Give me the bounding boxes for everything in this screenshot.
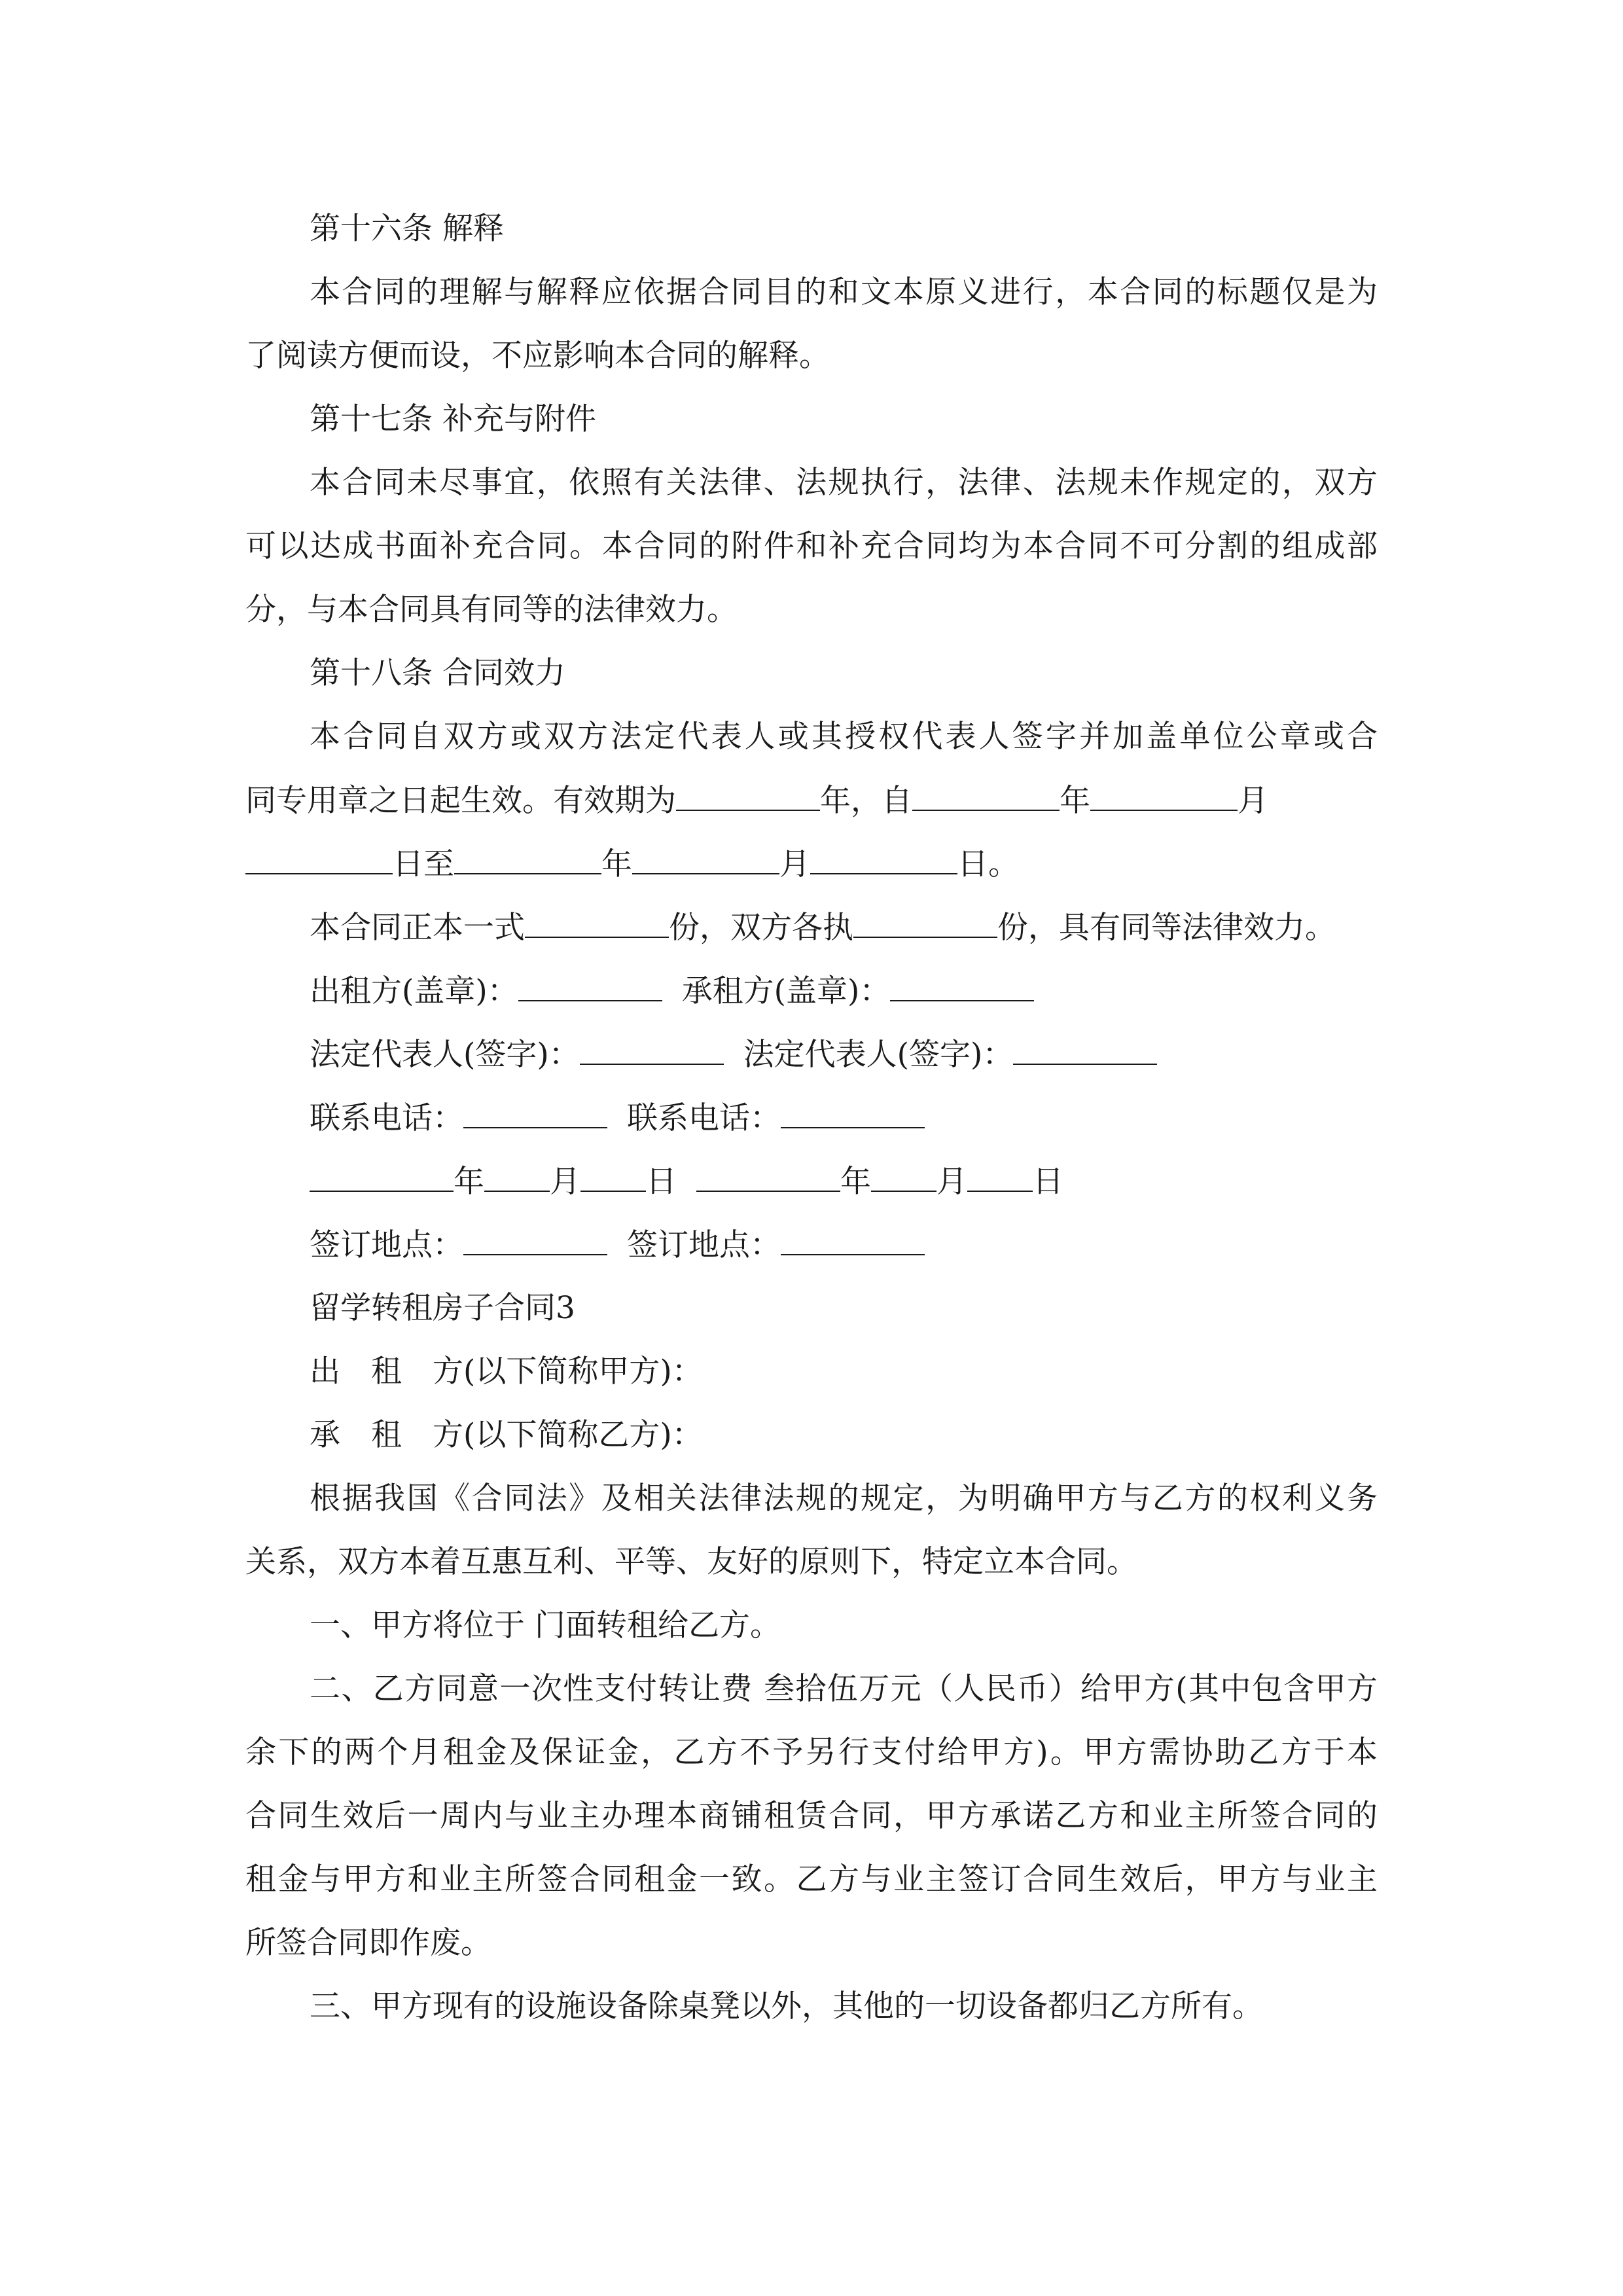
copies-total-blank [525,908,669,938]
validity-text: 年，自 [820,783,912,819]
lessee-phone-blank [781,1098,925,1128]
clause-2-line: 合同生效后一周内与业主办理本商铺租赁合同，甲方承诺乙方和业主所签合同的 [245,1798,1378,1834]
clause-2-line: 二、乙方同意一次性支付转让费 叁拾伍万元（人民币）给甲方(其中包含甲方 [310,1671,1378,1707]
clause-3: 三、甲方现有的设施设备除桌凳以外，其他的一切设备都归乙方所有。 [310,1988,1263,2024]
validity-text: 同专用章之日起生效。有效期为 [245,783,676,819]
article-16-title: 第十六条 解释 [310,211,504,247]
lessor-rep-blank [580,1035,724,1065]
lessee-seal-label: 承租方(盖章)： [681,973,891,1009]
date-day-label: 日 [646,1164,677,1200]
lessor-place-label: 签订地点： [310,1227,463,1263]
copies-text: 份，双方各执 [669,910,853,946]
start-year-blank [912,781,1060,811]
validity-text: 年 [601,846,632,882]
validity-text: 年 [1060,783,1090,819]
lessee-rep-blank [1013,1035,1157,1065]
article-16-text-line: 本合同的理解与解释应依据合同目的和文本原义进行，本合同的标题仅是为 [310,274,1378,310]
lessee-seal-blank [890,971,1034,1001]
signature-date-line [310,1162,1378,1201]
party-a-line: 出 租 方(以下简称甲方)： [310,1354,703,1390]
lessee-month-blank [871,1162,936,1192]
contract-3-title: 留学转租房子合同3 [310,1290,575,1326]
lessee-rep-label: 法定代表人(签字)： [743,1037,1014,1073]
lessor-place-blank [463,1225,607,1255]
lessor-phone-blank [463,1098,607,1128]
article-18-title: 第十八条 合同效力 [310,655,565,691]
lessor-year-blank [310,1162,454,1192]
lessor-seal-label: 出租方(盖章)： [310,973,518,1009]
article-17-text-line: 本合同未尽事宜，依照有关法律、法规执行，法律、法规未作规定的，双方 [310,465,1378,501]
date-month-label: 月 [936,1164,967,1200]
date-day-label: 日 [1033,1164,1063,1200]
date-year-label: 年 [840,1164,871,1200]
validity-text: 月 [779,846,810,882]
validity-text: 日。 [957,846,1019,882]
lessee-year-blank [696,1162,840,1192]
end-year-blank [454,844,601,874]
end-day-blank [810,844,957,874]
lessor-month-blank [484,1162,550,1192]
article-18-validity-line [245,844,1378,884]
lessee-day-blank [967,1162,1033,1192]
article-16-text-line: 了阅读方便而设，不应影响本合同的解释。 [245,338,830,374]
article-17-title: 第十七条 补充与附件 [310,401,596,437]
lessee-place-blank [781,1225,925,1255]
lessor-rep-label: 法定代表人(签字)： [310,1037,580,1073]
validity-text: 月 [1238,783,1268,819]
date-month-label: 月 [550,1164,580,1200]
signature-phone-line [310,1098,1378,1138]
article-17-text-line: 可以达成书面补充合同。本合同的附件和补充合同均为本合同不可分割的组成部 [245,528,1378,564]
validity-years-blank [676,781,820,811]
signature-rep-line [310,1035,1378,1074]
intro-text-line: 关系，双方本着互惠互利、平等、友好的原则下，特定立本合同。 [245,1544,1137,1580]
start-day-blank [245,844,393,874]
lessor-day-blank [580,1162,646,1192]
date-year-label: 年 [454,1164,484,1200]
clause-2-line: 所签合同即作废。 [245,1925,491,1961]
copies-each-blank [853,908,997,938]
lessor-seal-blank [518,971,662,1001]
party-b-line: 承 租 方(以下简称乙方)： [310,1417,703,1453]
copies-text: 本合同正本一式 [310,910,525,946]
clause-1: 一、甲方将位于 门面转租给乙方。 [310,1607,781,1643]
intro-text-line: 根据我国《合同法》及相关法律法规的规定，为明确甲方与乙方的权利义务 [310,1480,1378,1516]
end-month-blank [632,844,779,874]
clause-2-line: 余下的两个月租金及保证金，乙方不予另行支付给甲方)。甲方需协助乙方于本 [245,1734,1378,1770]
lessee-phone-label: 联系电话： [627,1100,781,1136]
copies-line [310,908,1378,947]
signature-place-line [310,1225,1378,1265]
start-month-blank [1090,781,1238,811]
copies-text: 份，具有同等法律效力。 [997,910,1336,946]
article-18-validity-line [245,781,1378,820]
lessee-place-label: 签订地点： [627,1227,781,1263]
clause-2-line: 租金与甲方和业主所签合同租金一致。乙方与业主签订合同生效后，甲方与业主 [245,1861,1378,1897]
article-17-text-line: 分，与本合同具有同等的法律效力。 [245,592,738,628]
signature-seal-line [310,971,1378,1011]
article-18-text-line: 本合同自双方或双方法定代表人或其授权代表人签字并加盖单位公章或合 [310,719,1378,755]
lessor-phone-label: 联系电话： [310,1100,463,1136]
validity-text: 日至 [393,846,454,882]
